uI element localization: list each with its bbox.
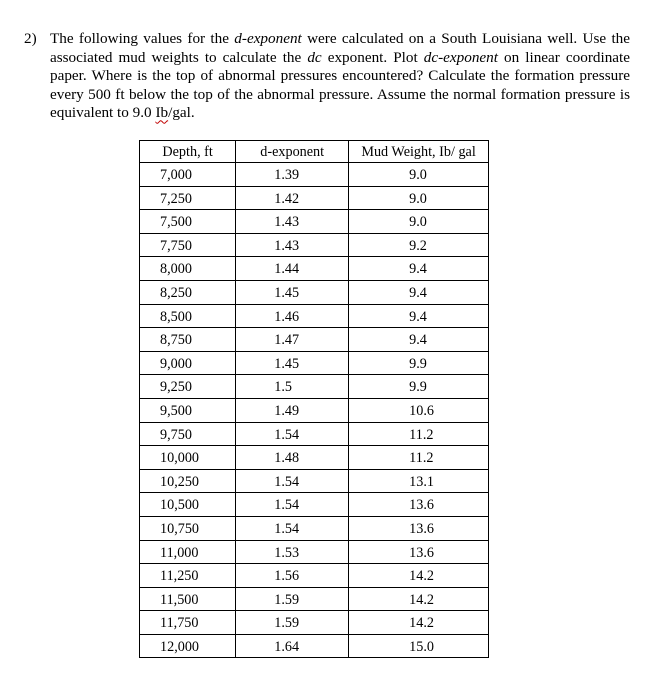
mud-weight-cell: 14.2 (349, 564, 489, 588)
depth-cell: 7,000 (140, 163, 236, 187)
problem-text-segment: /gal. (168, 104, 195, 122)
depth-cell: 11,500 (140, 587, 236, 611)
header-depth: Depth, ft (140, 141, 236, 163)
depth-cell: 12,000 (140, 634, 236, 658)
d-exponent-cell: 1.54 (236, 469, 349, 493)
mud-weight-cell: 14.2 (349, 611, 489, 635)
mud-weight-cell: 13.1 (349, 469, 489, 493)
mud-weight-cell: 10.6 (349, 398, 489, 422)
table-header-row (140, 141, 489, 163)
table-row (140, 328, 489, 352)
mud-weight-cell: 9.4 (349, 280, 489, 304)
depth-cell: 7,500 (140, 210, 236, 234)
depth-cell: 10,750 (140, 516, 236, 540)
problem-text-segment: The following values for the (50, 30, 235, 47)
table-row (140, 446, 489, 470)
mud-weight-cell: 13.6 (349, 493, 489, 517)
depth-cell: 8,000 (140, 257, 236, 281)
depth-cell: 9,500 (140, 398, 236, 422)
problem-text (50, 30, 630, 123)
problem-text-segment: on linear coordinate paper. Where is the top of abnormal pressures encountered? Calculate the formation pressure every 500 ft below the top of the abnormal pressure. Assume the normal formation pressure is equivalent to 9.0 (50, 48, 630, 122)
table-row (140, 516, 489, 540)
d-exponent-cell: 1.44 (236, 257, 349, 281)
d-exponent-cell: 1.64 (236, 634, 349, 658)
table-row (140, 163, 489, 187)
depth-cell: 8,250 (140, 280, 236, 304)
table-row (140, 375, 489, 399)
depth-cell: 8,750 (140, 328, 236, 352)
problem-number: 2) (24, 30, 37, 47)
d-exponent-cell: 1.45 (236, 351, 349, 375)
problem-text-segment: exponent. Plot (321, 48, 424, 66)
d-exponent-cell: 1.48 (236, 446, 349, 470)
problem-statement (24, 30, 630, 123)
d-exponent-cell: 1.47 (236, 328, 349, 352)
problem-text-segment: dc (307, 48, 322, 66)
problem-text-segment: dc-exponent (423, 48, 498, 66)
mud-weight-cell: 13.6 (349, 516, 489, 540)
depth-cell: 9,250 (140, 375, 236, 399)
table-row (140, 351, 489, 375)
table-row (140, 587, 489, 611)
mud-weight-cell: 9.4 (349, 257, 489, 281)
d-exponent-cell: 1.43 (236, 210, 349, 234)
d-exponent-cell: 1.39 (236, 163, 349, 187)
mud-weight-cell: 9.9 (349, 351, 489, 375)
d-exponent-cell: 1.59 (236, 611, 349, 635)
depth-cell: 9,750 (140, 422, 236, 446)
mud-weight-cell: 14.2 (349, 587, 489, 611)
table-row (140, 210, 489, 234)
table-row (140, 422, 489, 446)
header-mud-weight: Mud Weight, Ib/ gal (349, 141, 489, 163)
depth-cell: 10,500 (140, 493, 236, 517)
d-exponent-cell: 1.53 (236, 540, 349, 564)
depth-cell: 11,000 (140, 540, 236, 564)
mud-weight-cell: 9.4 (349, 328, 489, 352)
table-row (140, 493, 489, 517)
table-row (140, 233, 489, 257)
depth-cell: 11,250 (140, 564, 236, 588)
mud-weight-cell: 11.2 (349, 422, 489, 446)
table-body (140, 163, 489, 658)
table-row (140, 611, 489, 635)
table-row (140, 469, 489, 493)
mud-weight-cell: 11.2 (349, 446, 489, 470)
d-exponent-cell: 1.5 (236, 375, 349, 399)
mud-weight-cell: 15.0 (349, 634, 489, 658)
problem-text-segment: were calculated on a South Louisiana well. Use the associated mud weights to calculate the (50, 30, 631, 66)
d-exponent-cell: 1.43 (236, 233, 349, 257)
header-d-exponent: d-exponent (236, 141, 349, 163)
problem-text-segment: Ib (155, 104, 169, 122)
table-row (140, 280, 489, 304)
d-exponent-cell: 1.56 (236, 564, 349, 588)
table-row (140, 398, 489, 422)
table-row (140, 186, 489, 210)
d-exponent-cell: 1.46 (236, 304, 349, 328)
depth-cell: 10,250 (140, 469, 236, 493)
d-exponent-cell: 1.59 (236, 587, 349, 611)
mud-weight-cell: 9.0 (349, 163, 489, 187)
mud-weight-cell: 9.0 (349, 186, 489, 210)
mud-weight-cell: 9.4 (349, 304, 489, 328)
table-row (140, 257, 489, 281)
depth-cell: 9,000 (140, 351, 236, 375)
mud-weight-cell: 9.2 (349, 233, 489, 257)
table-row (140, 540, 489, 564)
table-row (140, 564, 489, 588)
table-row (140, 634, 489, 658)
depth-cell: 8,500 (140, 304, 236, 328)
d-exponent-cell: 1.54 (236, 516, 349, 540)
data-table (139, 140, 489, 658)
d-exponent-cell: 1.54 (236, 422, 349, 446)
depth-cell: 11,750 (140, 611, 236, 635)
depth-cell: 10,000 (140, 446, 236, 470)
d-exponent-cell: 1.49 (236, 398, 349, 422)
d-exponent-cell: 1.54 (236, 493, 349, 517)
d-exponent-cell: 1.45 (236, 280, 349, 304)
mud-weight-cell: 13.6 (349, 540, 489, 564)
depth-cell: 7,250 (140, 186, 236, 210)
d-exponent-cell: 1.42 (236, 186, 349, 210)
problem-text-segment: d-exponent (234, 30, 302, 47)
mud-weight-cell: 9.0 (349, 210, 489, 234)
mud-weight-cell: 9.9 (349, 375, 489, 399)
depth-cell: 7,750 (140, 233, 236, 257)
table-row (140, 304, 489, 328)
